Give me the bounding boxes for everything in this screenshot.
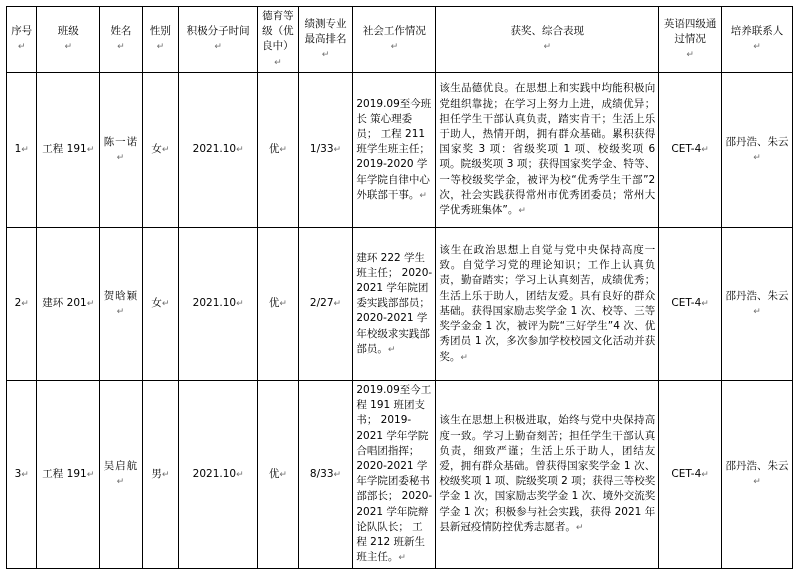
cell-class [37, 72, 100, 227]
cell-moral [258, 72, 299, 227]
header-label-moral: 德育等级（优良中） [262, 10, 294, 53]
candidates-table [6, 6, 793, 569]
eol-mark: ↵ [398, 553, 406, 564]
value-name: 贺晗颖 [103, 289, 139, 302]
cell-award [436, 227, 659, 380]
value-gender: 女 [151, 297, 162, 310]
cell-social [353, 227, 436, 380]
value-social: 2019.09至今班长 策心理委员； 工程 211 班学生班主任； 2019-2020 学年学院自律中心外联部干事。 [356, 97, 432, 201]
cell-cet [659, 380, 722, 568]
cell-name [100, 380, 143, 568]
value-no: 3 [14, 467, 22, 480]
eol-mark: ↵ [64, 42, 73, 53]
eol-mark: ↵ [274, 57, 282, 68]
table-row [7, 72, 793, 227]
header-label-rank: 绩测专业最高排名 [304, 17, 347, 45]
eol-mark: ↵ [701, 469, 709, 480]
cell-time [179, 227, 258, 380]
eol-mark: ↵ [753, 42, 761, 53]
cell-gender [142, 72, 178, 227]
header-label-name: 姓名 [110, 25, 132, 38]
table-header-row [7, 7, 793, 73]
header-cell-name [100, 7, 143, 73]
value-name: 吴启航 [103, 459, 139, 472]
cell-social [353, 380, 436, 568]
eol-mark: ↵ [279, 469, 287, 480]
value-award: 该生在思想上积极进取，始终与党中央保持高度一致。学习上勤奋刻苦；担任学生干部认真负责，细致严谨；生活上乐于助人，团结友爱，拥有群众基础。曾获得国家奖学金 1 次、校级奖项 1 项、院级奖项 2 项；获得三等校奖学金 1 次，国家励志奖学金 1 次、境外交流奖学金 1 次；积极参与社会实践，获得 2021 年县新冠疫情防控优秀志愿者。 [439, 414, 656, 533]
cell-no [7, 227, 37, 380]
value-cet: CET-4 [671, 297, 702, 310]
cell-teacher [722, 72, 793, 227]
header-label-social: 社会工作情况 [362, 25, 426, 38]
eol-mark: ↵ [21, 145, 29, 156]
table-row [7, 227, 793, 380]
value-rank: 2/27 [309, 297, 334, 310]
eol-mark: ↵ [753, 152, 761, 163]
header-cell-cet [659, 7, 722, 73]
eol-mark: ↵ [686, 50, 694, 61]
table-row [7, 380, 793, 568]
eol-mark: ↵ [156, 42, 165, 53]
eol-mark: ↵ [236, 145, 244, 156]
eol-mark: ↵ [21, 469, 29, 480]
eol-mark: ↵ [86, 145, 95, 156]
value-gender: 男 [151, 467, 162, 480]
header-label-gender: 性别 [149, 25, 171, 38]
cell-gender [142, 380, 178, 568]
eol-mark: ↵ [387, 344, 396, 355]
eol-mark: ↵ [390, 42, 399, 53]
eol-mark: ↵ [321, 50, 330, 61]
cell-teacher [722, 380, 793, 568]
value-cet: CET-4 [671, 143, 702, 156]
header-cell-award [436, 7, 659, 73]
value-time: 2021.10 [192, 143, 237, 156]
cell-no [7, 380, 37, 568]
cell-name [100, 227, 143, 380]
value-social: 建环 222 学生班主任； 2020-2021 学年院团委实践部部员； 2020-2021 学年校级求实践部部员。 [356, 251, 433, 355]
eol-mark: ↵ [116, 306, 126, 317]
header-label-award: 获奖、综合表现 [510, 25, 585, 38]
eol-mark: ↵ [161, 145, 170, 156]
cell-gender [142, 227, 178, 380]
eol-mark: ↵ [21, 299, 29, 310]
value-name: 陈一诺 [103, 135, 139, 148]
value-time: 2021.10 [192, 297, 237, 310]
value-no: 2 [14, 297, 22, 310]
cell-award [436, 380, 659, 568]
value-rank: 1/33 [309, 143, 334, 156]
eol-mark: ↵ [86, 299, 95, 310]
value-class: 工程 191 [42, 467, 87, 480]
eol-mark: ↵ [701, 299, 709, 310]
value-award: 该生在政治思想上自觉与党中央保持高度一致。自觉学习党的理论知识；工作上认真负责，勤奋踏实；学习上认真刻苦，成绩优秀；生活上乐于助人，团结友爱。具有良好的群众基础。获得国家励志奖学金 1 次、校等、三等奖学金金 1 次，被评为院“三好学生”4 次、优秀团员 1 次，多次参加学校校园文化活动并获奖。 [439, 244, 656, 363]
header-cell-moral [258, 7, 299, 73]
eol-mark: ↵ [279, 299, 287, 310]
eol-mark: ↵ [86, 469, 95, 480]
eol-mark: ↵ [333, 299, 342, 310]
eol-mark: ↵ [575, 522, 584, 533]
value-moral: 优 [268, 297, 280, 310]
eol-mark: ↵ [753, 306, 761, 317]
value-no: 1 [14, 143, 22, 156]
eol-mark: ↵ [214, 42, 222, 53]
value-gender: 女 [151, 143, 162, 156]
eol-mark: ↵ [333, 469, 342, 480]
header-cell-class [37, 7, 100, 73]
value-rank: 8/33 [309, 467, 334, 480]
eol-mark: ↵ [236, 299, 244, 310]
value-award: 该生品德优良。在思想上和实践中均能积极向党组织靠拢；在学习上努力上进，成绩优异；担任学生干部认真负责，踏实肯干；生活上乐于助人，热情开朗，拥有群众基础。累积获得国家奖 3 项：省级奖项 1 项、校级奖项 6 项。院级奖项 3 项；获得国家奖学金、特等、一等校级奖学金，被评为校“优秀学生干部”2 次，社会实践获得常州市优秀团委员；常州大学优秀班集体”。 [439, 82, 656, 217]
cell-teacher [722, 227, 793, 380]
header-label-no: 序号 [11, 25, 33, 38]
header-cell-social [353, 7, 436, 73]
cell-rank [298, 380, 353, 568]
eol-mark: ↵ [460, 352, 468, 363]
cell-award [436, 72, 659, 227]
header-label-teacher: 培养联系人 [730, 25, 784, 38]
eol-mark: ↵ [753, 477, 761, 488]
value-teacher: 邵丹浩、朱云 [725, 459, 789, 472]
header-label-time: 积极分子时间 [186, 25, 250, 38]
eol-mark: ↵ [333, 145, 342, 156]
eol-mark: ↵ [161, 469, 170, 480]
eol-mark: ↵ [279, 145, 287, 156]
cell-rank [298, 227, 353, 380]
eol-mark: ↵ [236, 469, 244, 480]
header-cell-gender [142, 7, 178, 73]
cell-class [37, 380, 100, 568]
eol-mark: ↵ [518, 206, 526, 217]
value-class: 建环 201 [42, 297, 87, 310]
header-label-class: 班级 [57, 25, 79, 38]
value-class: 工程 191 [42, 143, 87, 156]
eol-mark: ↵ [701, 145, 709, 156]
value-moral: 优 [268, 467, 280, 480]
cell-social [353, 72, 436, 227]
cell-time [179, 72, 258, 227]
header-cell-no [7, 7, 37, 73]
eol-mark: ↵ [116, 152, 126, 163]
eol-mark: ↵ [116, 477, 126, 488]
eol-mark: ↵ [117, 42, 125, 53]
cell-class [37, 227, 100, 380]
value-time: 2021.10 [192, 467, 237, 480]
cell-cet [659, 227, 722, 380]
eol-mark: ↵ [419, 190, 427, 201]
cell-time [179, 380, 258, 568]
header-label-cet: 英语四级通过情况 [663, 17, 717, 45]
header-cell-teacher [722, 7, 793, 73]
cell-no [7, 72, 37, 227]
header-cell-rank [298, 7, 353, 73]
value-teacher: 邵丹浩、朱云 [725, 289, 789, 302]
value-social: 2019.09至今工程 191 班团支书； 2019-2021 学年学院合唱团指挥； 2020-2021 学年学院团委秘书部部长； 2020-2021 学年院辩论队队长； 工程 212 班新生班主任。 [356, 383, 433, 564]
cell-name [100, 72, 143, 227]
header-cell-time [179, 7, 258, 73]
eol-mark: ↵ [161, 299, 170, 310]
cell-moral [258, 227, 299, 380]
eol-mark: ↵ [543, 42, 552, 53]
value-cet: CET-4 [671, 467, 702, 480]
cell-moral [258, 380, 299, 568]
value-moral: 优 [268, 143, 280, 156]
cell-cet [659, 72, 722, 227]
cell-rank [298, 72, 353, 227]
eol-mark: ↵ [17, 42, 26, 53]
value-teacher: 邵丹浩、朱云 [725, 135, 789, 148]
